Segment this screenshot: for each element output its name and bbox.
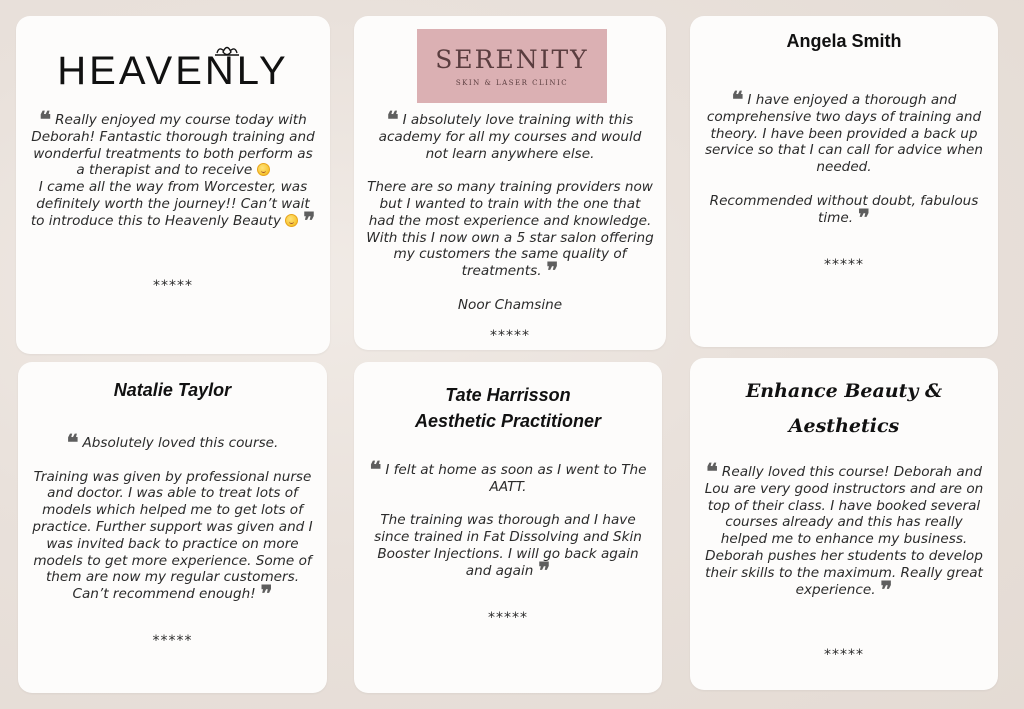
review-paragraph: I absolutely love training with this academy for all my courses and would not learn anywhere else. xyxy=(378,112,642,162)
review-paragraph: Recommended without doubt, fabulous time. xyxy=(709,192,979,226)
review-paragraph: The training was thorough and I have since trained in Fat Dissolving and Skin Booster Injections. I will go back again and again xyxy=(374,512,642,579)
reviewer-name: Angela Smith xyxy=(786,31,902,51)
review-paragraph: Absolutely loved this course. xyxy=(82,435,279,451)
star-rating: ***** xyxy=(153,278,193,294)
close-quote-icon: ❞ xyxy=(880,576,893,603)
testimonial-card-natalie-taylor xyxy=(18,362,327,693)
review-paragraph: I felt at home as soon as I went to The AATT. xyxy=(385,462,647,495)
open-quote-icon: ❝ xyxy=(731,87,744,113)
review-text xyxy=(366,107,654,314)
testimonial-card-serenity xyxy=(354,16,666,350)
open-quote-icon: ❝ xyxy=(39,107,52,133)
reviewer-name: Natalie Taylor xyxy=(113,380,232,400)
review-paragraph: I have enjoyed a thorough and comprehensive two days of training and theory. I have been provided a back up service so that I can call for advice when needed. xyxy=(704,92,984,176)
review-paragraph: Really enjoyed my course today with Deborah! Fantastic thorough training and wonderful treatments to both perform as a therapist and to receive xyxy=(31,112,315,179)
testimonial-card-angela-smith xyxy=(690,16,998,347)
review-text xyxy=(30,430,315,608)
star-rating: ***** xyxy=(152,633,193,649)
testimonial-card-heavenly xyxy=(16,16,330,354)
open-quote-icon: ❝ xyxy=(386,107,399,133)
reviewer-name: Tate Harrisson xyxy=(445,385,571,405)
smiling-face-emoji-icon xyxy=(285,214,298,227)
heavenly-logo-image xyxy=(16,38,330,88)
close-quote-icon: ❞ xyxy=(546,258,559,285)
close-quote-icon: ❞ xyxy=(538,557,551,584)
star-rating: ***** xyxy=(824,257,864,273)
star-rating: ***** xyxy=(490,328,530,344)
close-quote-icon: ❞ xyxy=(303,207,316,234)
review-text xyxy=(366,457,650,584)
close-quote-icon: ❞ xyxy=(858,204,870,231)
heavenly-logo xyxy=(16,38,330,88)
heavenly-logo-text: HEAVENLY xyxy=(57,49,289,88)
star-rating: ***** xyxy=(488,610,528,626)
serenity-logo-subtitle: SKIN & LASER CLINIC xyxy=(455,79,569,87)
business-name-line2: Aesthetics xyxy=(788,415,900,437)
review-paragraph: Training was given by professional nurse and doctor. I was able to treat lots of models which helped me to get lots of practice. Further support was given and I was invited back to practice on more models to get more experience. Some of them are now my regular customers. Can’t recommend enough! xyxy=(32,468,313,603)
open-quote-icon: ❝ xyxy=(66,430,79,456)
review-paragraph: There are so many training providers now but I wanted to train with the one that had the most experience and knowledge. With this I now own a 5 star salon offering my customers the same quality of treatments. xyxy=(366,179,654,280)
testimonial-card-tate-harrisson xyxy=(354,362,662,693)
open-quote-icon: ❝ xyxy=(706,459,718,485)
star-rating: ***** xyxy=(824,647,864,663)
serenity-logo xyxy=(417,29,607,103)
review-text xyxy=(28,107,318,234)
open-quote-icon: ❝ xyxy=(369,457,382,483)
business-name-line1: Enhance Beauty & xyxy=(745,380,943,402)
review-paragraph: I came all the way from Worcester, was definitely worth the journey!! Can’t wait to introduce this to Heavenly Beauty xyxy=(30,179,310,229)
serenity-logo-title: SERENITY xyxy=(435,45,589,74)
smiling-face-emoji-icon xyxy=(257,163,270,176)
reviewer-title: Aesthetic Practitioner xyxy=(414,411,602,431)
review-author: Noor Chamsine xyxy=(457,296,563,313)
close-quote-icon: ❞ xyxy=(260,581,273,608)
review-text xyxy=(702,459,986,603)
review-text xyxy=(702,87,986,231)
testimonial-card-enhance-beauty xyxy=(690,358,998,690)
review-paragraph: Really loved this course! Deborah and Lou are very good instructors and are on top of their class. I have booked several courses already and this has really helped me to enhance my business. Deborah pushes her students to develop their skills to the maximum. Really great experience. xyxy=(704,464,984,598)
